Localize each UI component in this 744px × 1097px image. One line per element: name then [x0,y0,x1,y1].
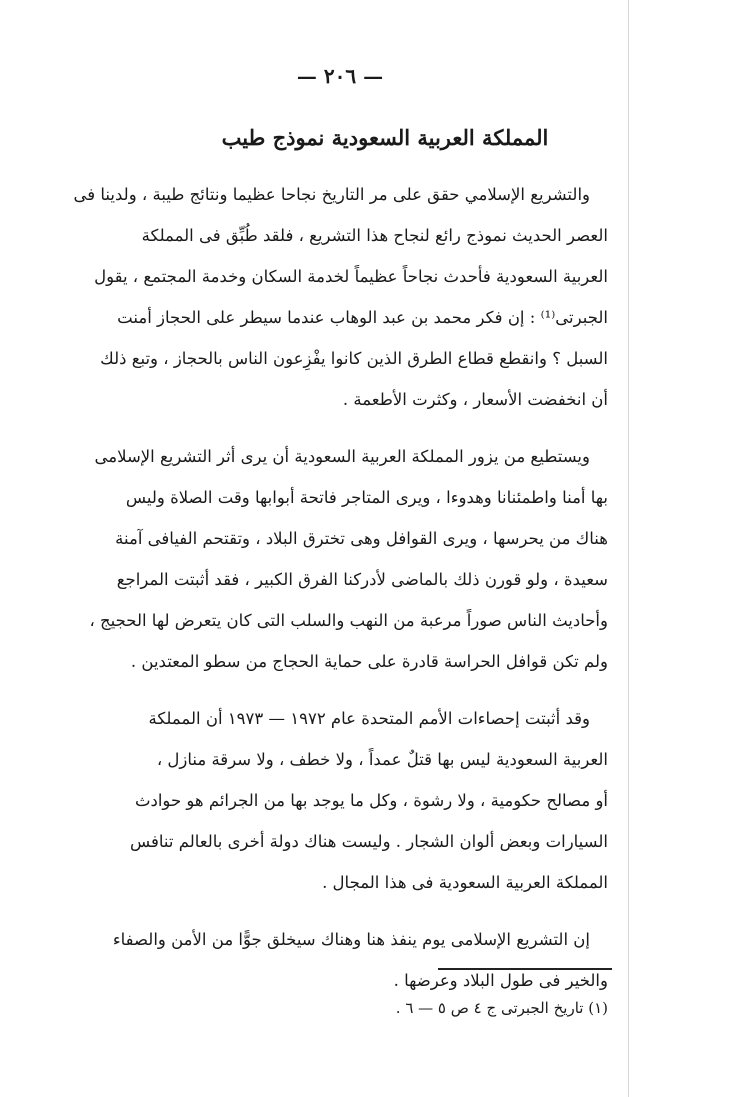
paragraph-line: العربية السعودية ليس بها قتلٌ عمداً ، ولا خطف ، ولا سرقة منازل ، [156,750,608,769]
paragraph-line: المملكة العربية السعودية فى هذا المجال . [322,873,608,892]
paragraph-4 [112,919,608,1001]
paragraph-line: ولم تكن قوافل الحراسة قادرة على حماية الحجاج من سطو المعتدين . [130,652,608,671]
paragraph-line: السيارات وبعض ألوان الشجار . وليست هناك دولة أخرى بالعالم تنافس [129,832,608,851]
paragraph-2 [89,436,608,682]
paragraph-line: العصر الحديث نموذج رائع لنجاح هذا التشريع ، فلقد طُبِّق فى المملكة [141,226,608,245]
paragraph-line: بها أمنا واطمئنانا وهدوءا ، ويرى المتاجر فاتحة أبوابها وقت الصلاة وليس [125,488,608,507]
paragraph-line: ويستطيع من يزور المملكة العربية السعودية أن يرى أثر التشريع الإسلامى [94,447,590,466]
paragraph-1 [73,174,608,420]
paragraph-line: سعيدة ، ولو قورن ذلك بالماضى لأدركنا الفرق الكبير ، فقد أثبتت المراجع [116,570,608,589]
paragraph-line: وأحاديث الناس صوراً مرعبة من النهب والسلب التى كان يتعرض لها الحجيج ، [89,611,608,630]
paragraph-line: الجبرتى⁽¹⁾ : إن فكر محمد بن عبد الوهاب عندما سيطر على الحجاز أمنت [117,308,608,327]
footnote: (١) تاريخ الجبرتى ج ٤ ص ٥ — ٦ . [395,999,608,1017]
section-title: المملكة العربية السعودية نموذج طيب [221,125,549,150]
page-content [73,120,608,1017]
paragraph-line: والتشريع الإسلامي حقق على مر التاريخ نجاحا عظيما ونتائج طيبة ، ولدينا فى [73,185,590,204]
paragraph-line: أن انخفضت الأسعار ، وكثرت الأطعمة . [342,390,608,409]
paragraph-line: إن التشريع الإسلامى يوم ينفذ هنا وهناك سيخلق جوًّا من الأمن والصفاء [112,930,590,949]
paragraph-line: السبل ؟ وانقطع قطاع الطرق الذين كانوا يفْزِعون الناس بالحجاز ، وتبع ذلك [100,349,608,368]
paragraph-line: العربية السعودية فأحدث نجاحاً عظيماً لخدمة السكان وخدمة المجتمع ، يقول [94,267,608,286]
footnote-separator [438,968,612,970]
paragraph-line: أو مصالح حكومية ، ولا رشوة ، وكل ما يوجد بها من الجرائم هو حوادث [134,791,608,810]
page-number: — ٢٠٦ — [296,64,384,88]
paragraph-line: هناك من يحرسها ، ويرى القوافل وهى تخترق البلاد ، وتقتحم الفيافى آمنة [115,529,608,548]
paragraph-3 [129,698,608,903]
paragraph-line: وقد أثبتت إحصاءات الأمم المتحدة عام ١٩٧٢ — ١٩٧٣ أن المملكة [148,709,590,728]
paragraph-line: والخير فى طول البلاد وعرضها . [393,971,608,990]
page-edge-line [628,0,629,1097]
